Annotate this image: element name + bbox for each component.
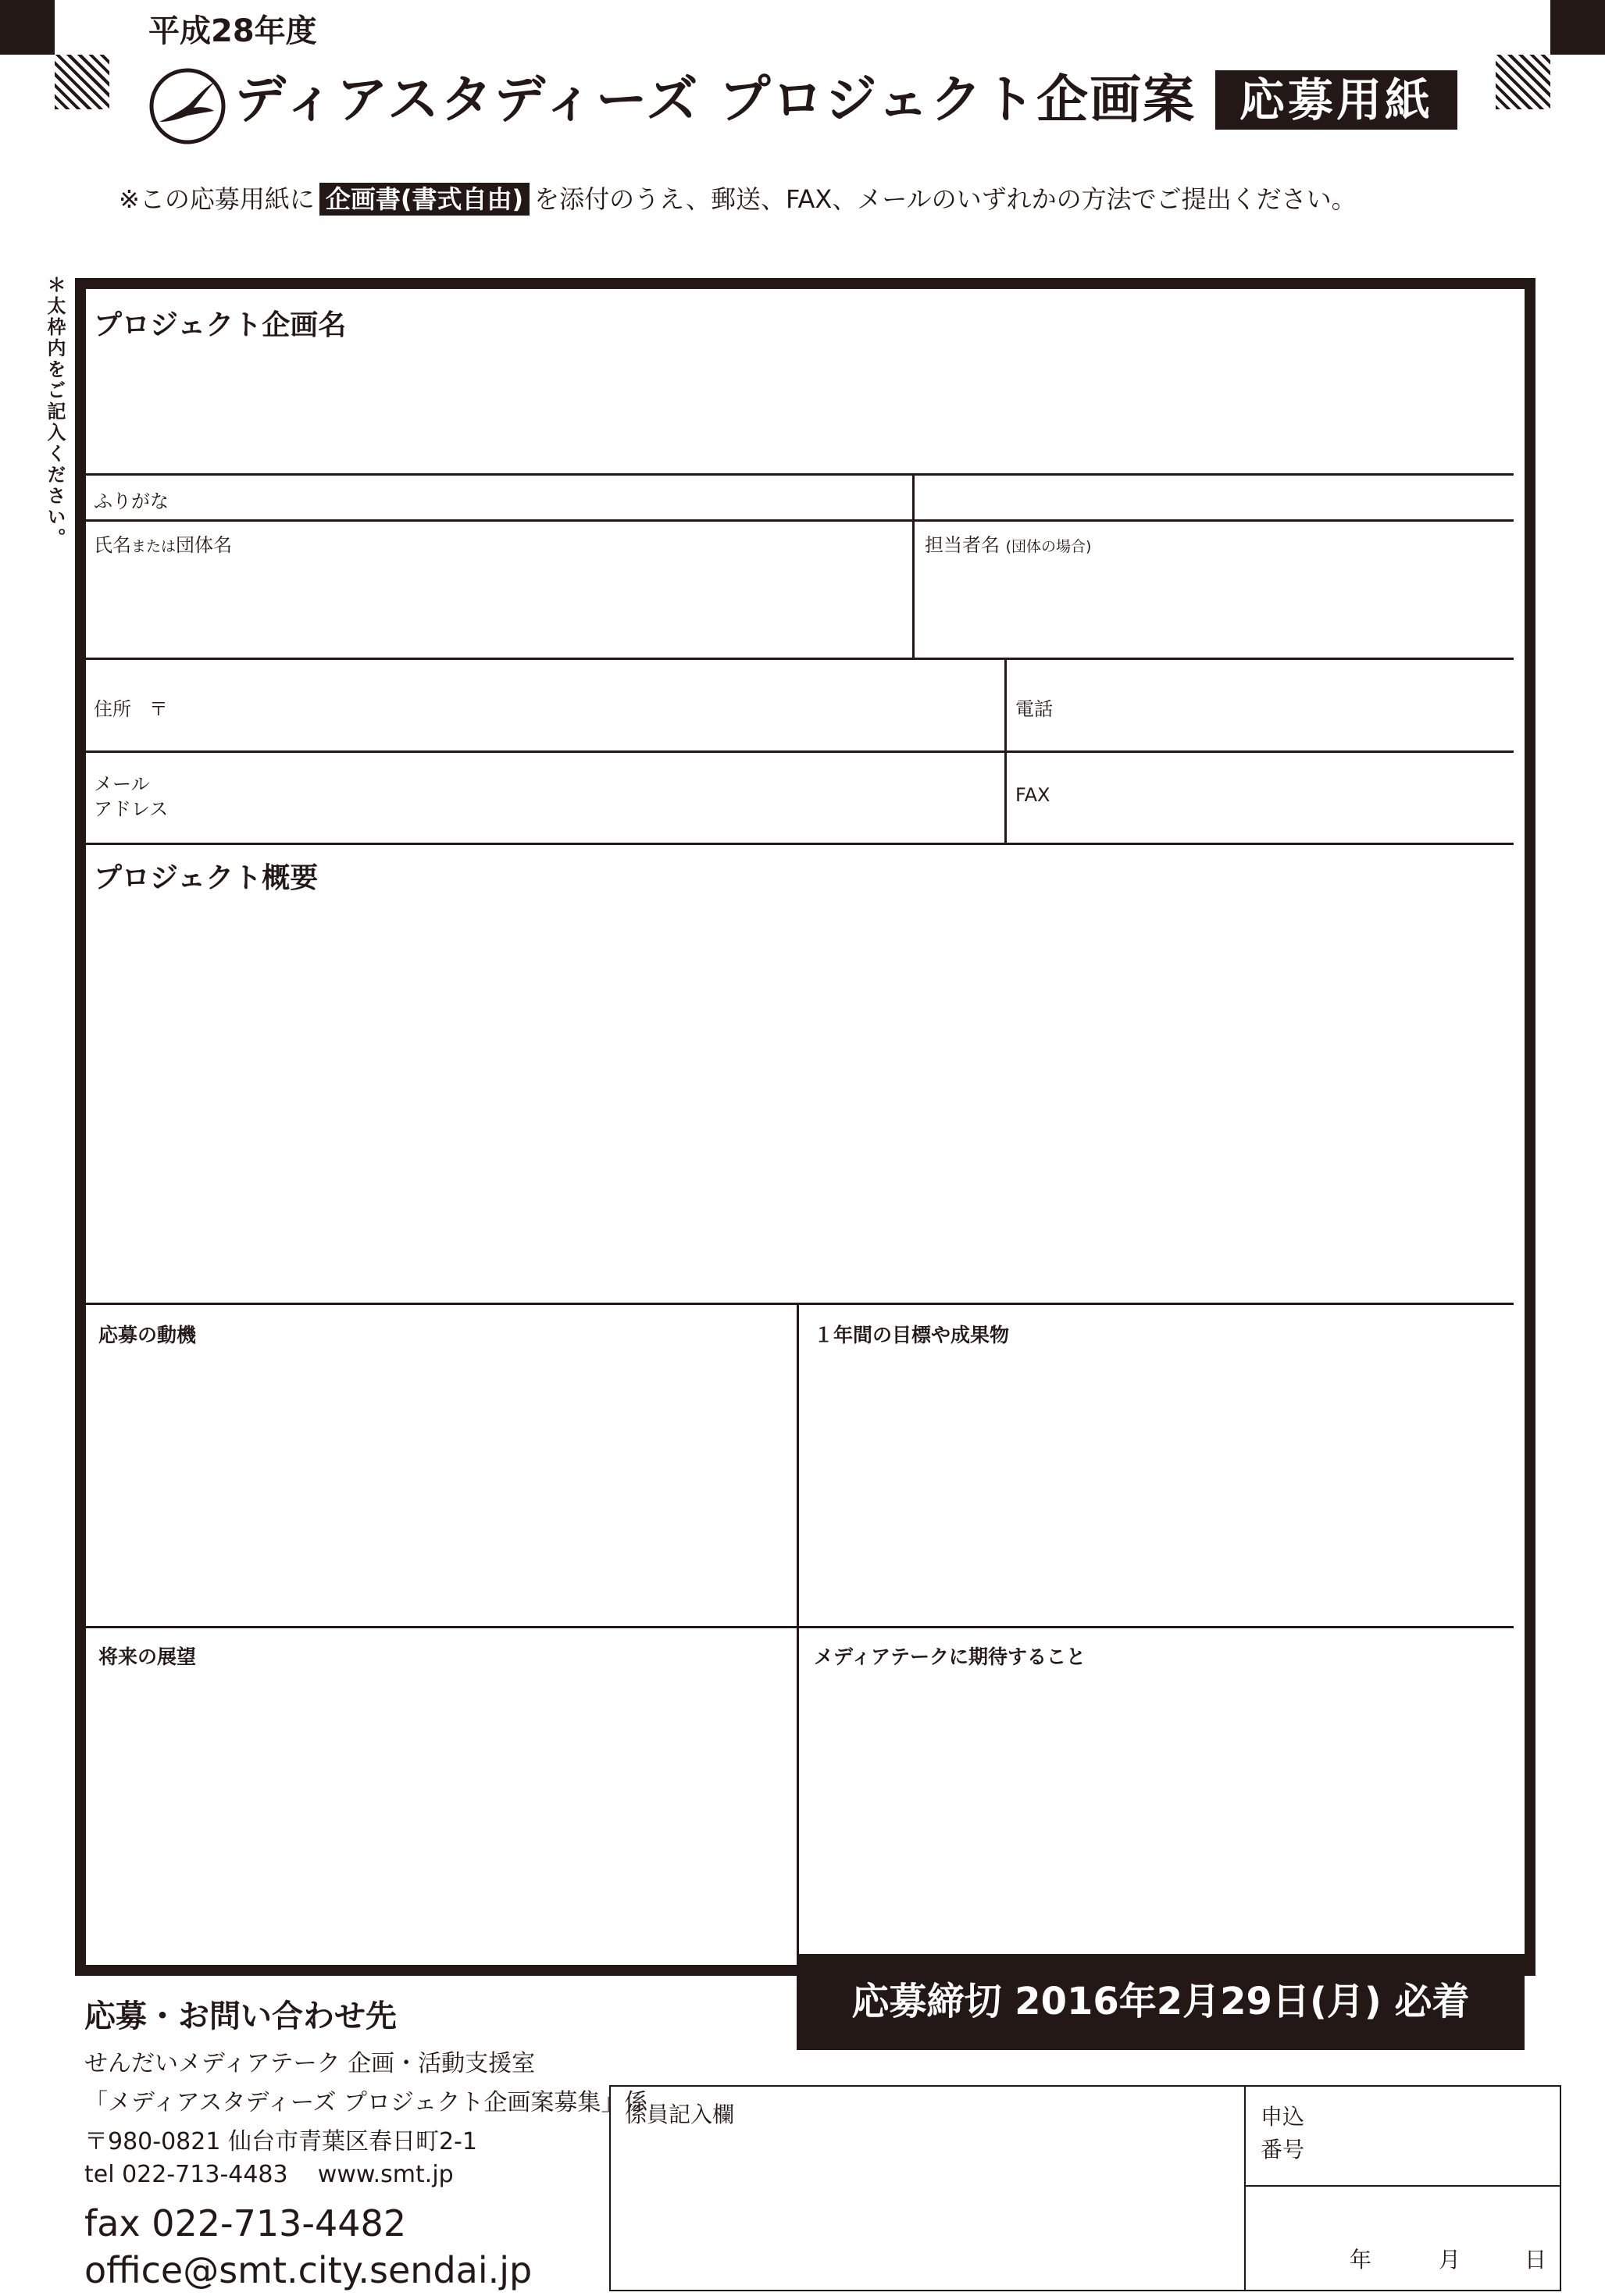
contact-title: 応募・お問い合わせ先: [84, 1998, 397, 2034]
address-text: 住所: [94, 698, 131, 720]
office-use-label: 係員記入欄: [625, 2102, 735, 2127]
registration-mark-top-right: [1550, 0, 1605, 55]
furigana-field-right[interactable]: [918, 476, 1511, 517]
date-year-label: 年: [1350, 2247, 1372, 2273]
divider: [1004, 658, 1007, 843]
email-label-line2: アドレス: [94, 798, 169, 820]
contact-person-field[interactable]: [918, 562, 1511, 654]
divider: [1244, 2085, 1246, 2290]
divider: [86, 473, 1514, 476]
divider: [1244, 2185, 1560, 2187]
email-field[interactable]: [195, 756, 1000, 839]
contact-address: 〒980-0821 仙台市青葉区春日町2-1: [84, 2128, 477, 2155]
contact-tel-web: [84, 2161, 454, 2188]
divider: [86, 750, 1514, 753]
email-label: [94, 772, 168, 822]
fax-label: FAX: [1015, 784, 1050, 806]
application-number-label: [1261, 2101, 1304, 2166]
project-name-field[interactable]: [86, 344, 1514, 469]
contact-tel: tel 022-713-4483: [84, 2161, 288, 2188]
future-outlook-label: 将来の展望: [98, 1645, 197, 1668]
email-label-line1: メール: [94, 773, 150, 795]
fiscal-year: 平成28年度: [148, 13, 317, 49]
main-title: ディアスタディーズ プロジェクト企画案: [234, 70, 1197, 130]
address-field[interactable]: [195, 662, 1000, 747]
future-outlook-field[interactable]: [86, 1673, 793, 1946]
divider: [86, 658, 1514, 660]
notice-highlight: 企画書(書式自由): [319, 183, 530, 216]
registration-hatch-top-right: [1496, 55, 1550, 109]
name-or-text: または: [131, 538, 177, 555]
registration-mark-top-left: [0, 0, 55, 55]
project-summary-field[interactable]: [86, 898, 1514, 1296]
application-form-badge: 応募用紙: [1215, 70, 1457, 130]
name-field[interactable]: [86, 562, 910, 654]
submission-notice: [119, 181, 1357, 217]
postal-mark: 〒: [148, 698, 168, 720]
application-number-line2: 番号: [1261, 2137, 1305, 2162]
fax-field[interactable]: [1078, 756, 1511, 839]
motivation-field[interactable]: [86, 1351, 793, 1620]
divider: [912, 473, 915, 658]
furigana-label: ふりがな: [94, 490, 169, 512]
divider: [86, 519, 1514, 522]
expectations-label: メディアテークに期待すること: [814, 1645, 1086, 1668]
contact-fax: fax 022-713-4482: [84, 2202, 407, 2244]
expectations-field[interactable]: [803, 1673, 1511, 1946]
date-day-label: 日: [1525, 2247, 1547, 2273]
project-name-label: プロジェクト企画名: [94, 309, 347, 341]
goals-field[interactable]: [803, 1351, 1511, 1620]
contact-person-label: [925, 529, 1091, 557]
address-label: [94, 693, 168, 721]
notice-suffix: を添付のうえ、郵送、FAX、メールのいずれかの方法でご提出ください。: [534, 184, 1357, 214]
registration-hatch-top-left: [55, 55, 109, 109]
name-label: 氏名: [94, 534, 131, 556]
contact-person-text: 担当者名: [925, 534, 1000, 556]
bird-logo-icon: [148, 67, 226, 145]
contact-dept: 「メディアスタディーズ プロジェクト企画案募集」係: [84, 2089, 648, 2116]
name-or-group-label: [94, 529, 232, 557]
contact-org: せんだいメディアテーク 企画・活動支援室: [84, 2050, 536, 2077]
divider: [797, 1303, 799, 1954]
divider: [86, 1303, 1514, 1305]
contact-person-note: (団体の場合): [1005, 538, 1092, 555]
phone-label: 電話: [1015, 698, 1053, 720]
phone-field[interactable]: [1078, 662, 1511, 747]
date-month-label: 月: [1439, 2247, 1461, 2273]
notice-prefix: ※この応募用紙に: [119, 184, 315, 214]
divider: [86, 843, 1514, 845]
motivation-label: 応募の動機: [98, 1324, 197, 1346]
contact-email-link[interactable]: office@smt.city.sendai.jp: [84, 2249, 533, 2291]
deadline-banner: 応募締切 2016年2月29日(月) 必着: [797, 1954, 1525, 2050]
group-label: 団体名: [176, 534, 233, 556]
fill-in-note: ＊太枠内をご記入ください。: [44, 275, 66, 549]
contact-web-link[interactable]: www.smt.jp: [317, 2161, 454, 2188]
application-number-line1: 申込: [1261, 2104, 1305, 2130]
divider: [86, 1626, 1514, 1628]
office-use-box: [609, 2085, 1561, 2291]
furigana-field[interactable]: [203, 476, 906, 517]
project-summary-label: プロジェクト概要: [94, 862, 319, 894]
goals-label: １年間の目標や成果物: [814, 1324, 1010, 1346]
